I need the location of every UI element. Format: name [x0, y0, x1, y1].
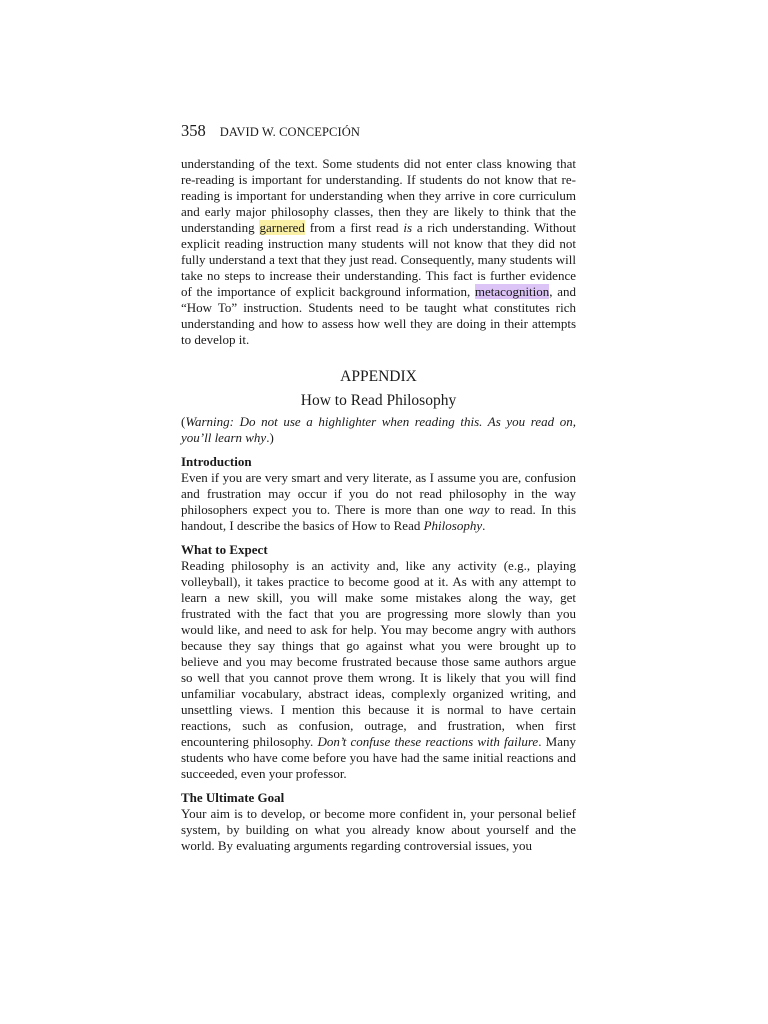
text-run: Reading philosophy is an activity and, like any activity (e.g., playing volleyball), it takes practice to become good at it. As with any attempt to learn a new skill, you will make some mistakes along the way, get frustrated with the fact that you are progressing more slowly than you would like, and need to ask for help. You may become angry with authors because they say things that go against what you were brought up to believe and you may become frustrated because those same authors argue so well that you cannot prove them wrong. It is likely that you will find unfamiliar vocabulary, abstract ideas, complexly organized writing, and unsettling views. I mention this because it is normal to have certain reactions, such as confusion, outrage, and frustration, when first encountering philosophy. [181, 558, 576, 749]
running-header [181, 121, 360, 142]
emphasis-philosophy: Philosophy [423, 518, 483, 533]
text-run: , and “How To” instruction. Students need to be taught what constitutes rich understanding and how to assess how well they are doing in their attempts to develop it. [181, 284, 577, 347]
text-run: to read. In this handout, I describe the basics of How to Read [181, 502, 576, 533]
ultimate-goal-paragraph: Your aim is to develop, or become more confident in, your personal belief system, by building on what you already know about yourself and the world. By evaluating arguments regarding controversial issues, you [181, 806, 576, 853]
text-run: from a first read [304, 220, 404, 235]
highlighted-word-metacognition: metacognition [474, 284, 550, 299]
text-run: . [482, 518, 486, 533]
appendix-title: APPENDIX [340, 368, 417, 385]
text-run: . Many students who have come before you have had the same initial reactions and succeeded, even your professor. [181, 734, 576, 781]
highlighted-word-garnered: garnered [259, 220, 305, 235]
section-heading-ultimate-goal: The Ultimate Goal [181, 790, 285, 805]
text-run: Even if you are very smart and very literate, as I assume you are, confusion and frustration may occur if you do not read philosophy in the way philosophers expect you to. There is more than one [181, 470, 576, 517]
page-number: 358 [181, 121, 206, 140]
section-heading-introduction: Introduction [181, 454, 252, 469]
emphasis-way: way [468, 502, 490, 517]
running-head-author: DAVID W. CONCEPCIÓN [219, 125, 360, 139]
warning-note [181, 414, 576, 446]
text-run: understanding of the text. Some students did not enter class knowing that re-reading is important for understanding. If students do not know that re-reading is important for understanding when they arrive in core curriculum and early major philosophy classes, then they are likely to think that the understanding [181, 156, 576, 235]
warning-text: Warning: Do not use a highlighter when reading this. As you read on, you’ll learn why [181, 414, 576, 445]
text-run: a rich understanding. Without explicit reading instruction many students will not know that they did not fully understand a text that they just read. Consequently, many students will take no steps to increase their understanding. This fact is further evidence of the importance of explicit background information, [181, 220, 576, 299]
text-run: .) [266, 430, 274, 445]
intro-paragraph [181, 156, 576, 348]
page-body [181, 156, 576, 854]
emphasis-dont-confuse: Don’t confuse these reactions with failure [317, 734, 539, 749]
emphasis-is: is [403, 220, 413, 235]
text-run: ( [181, 414, 186, 429]
appendix-subtitle: How to Read Philosophy [300, 392, 457, 409]
introduction-paragraph [181, 470, 576, 534]
what-to-expect-paragraph [181, 558, 576, 782]
section-heading-what-to-expect: What to Expect [181, 542, 268, 557]
